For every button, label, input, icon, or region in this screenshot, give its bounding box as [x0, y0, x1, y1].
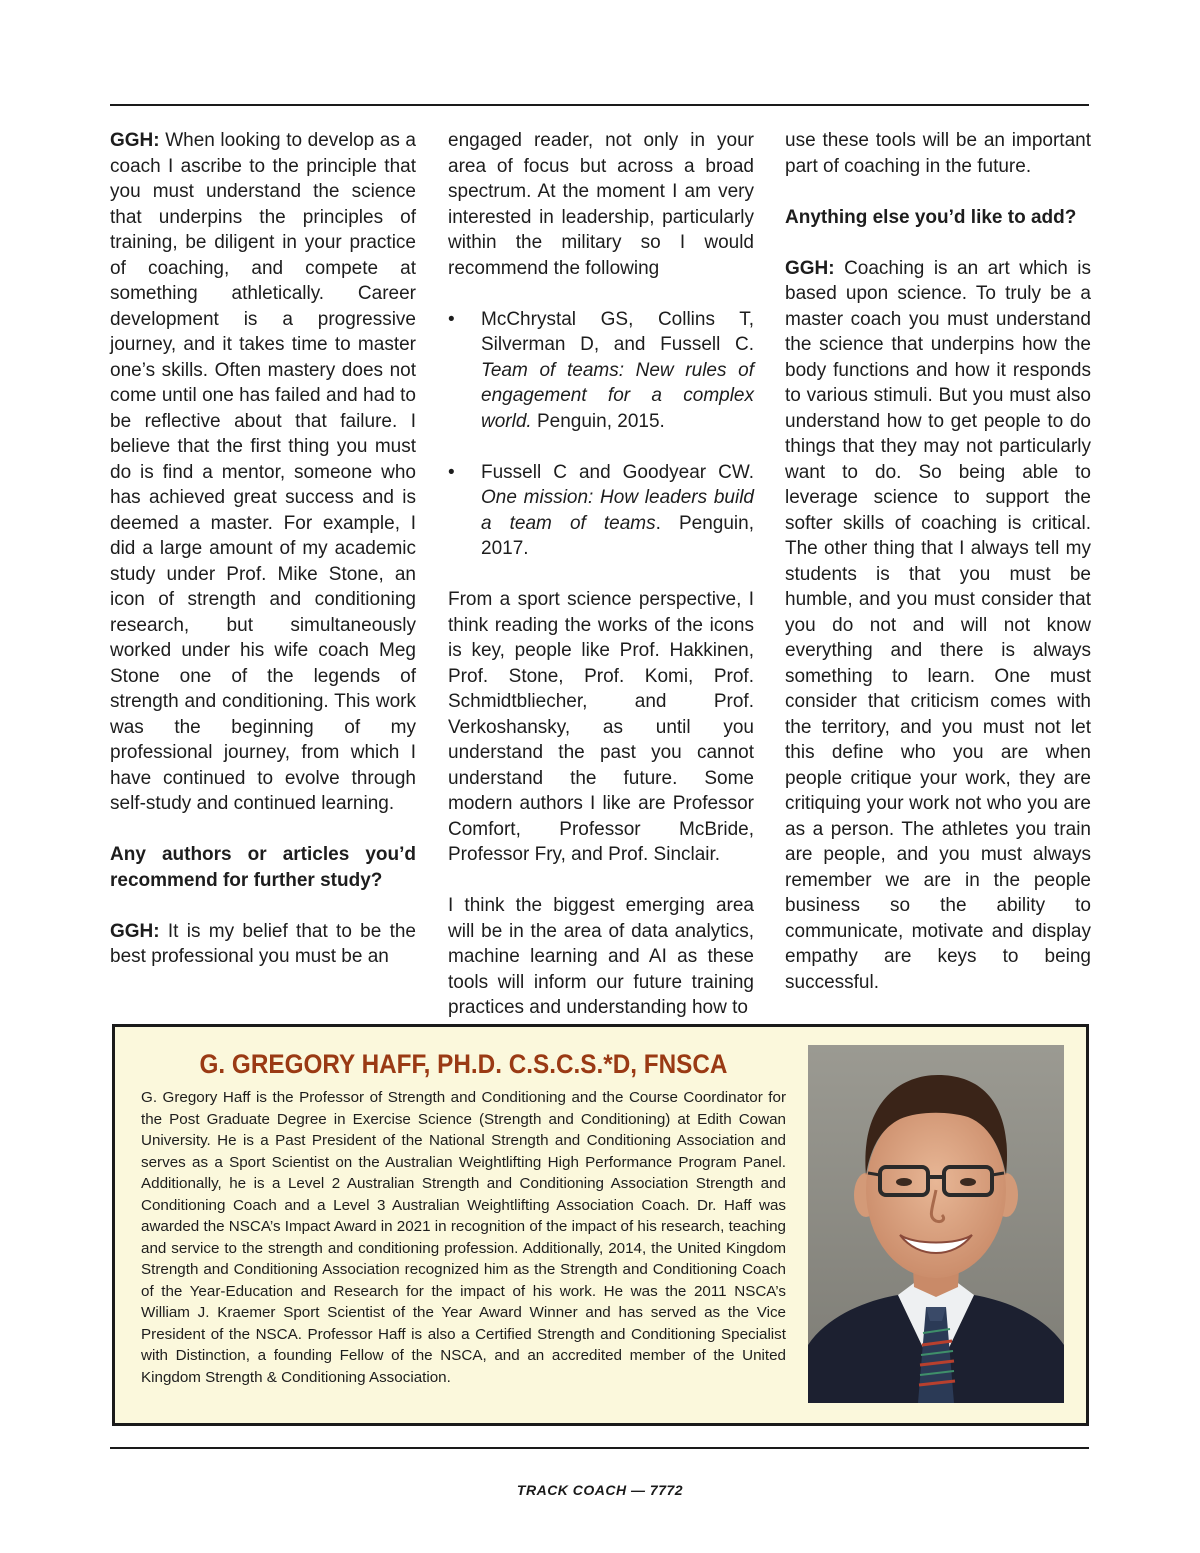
bio-title: G. GREGORY HAFF, PH.D. C.S.C.S.*D, FNSCA: [199, 1049, 728, 1079]
interview-question: Any authors or articles you’d recommend for further study?: [110, 844, 416, 891]
page-footer: TRACK COACH — 7772: [516, 1482, 684, 1498]
answer-paragraph: [785, 256, 1091, 996]
answer-text: It is my belief that to be the best professional you must be an: [110, 920, 416, 967]
answer-paragraph: use these tools will be an important part of coaching in the future.: [785, 130, 1091, 177]
reference-authors: Fussell C and Goodyear CW.: [481, 461, 754, 483]
bullet-icon: •: [448, 461, 455, 483]
speaker-label: GGH:: [110, 130, 160, 151]
bio-text: G. Gregory Haff is the Professor of Strength and Conditioning and the Course Coordinator for the Post Graduate Degree in Exercise Science (Strength and Conditioning) at Edith Cowan University. He is a Past President of the National Strength and Conditioning Association and serves as a Sport Scientist on the Australian Weightlifting High Performance Program Panel. Additionally, he is a Level 2 Australian Strength and Conditioning Association Strength and Conditioning Coach and a Level 3 Australian Weightlifting Association Coach. Dr. Haff was awarded the NSCA’s Impact Award in 2021 in recognition of the impact of his research, teaching and service to the strength and conditioning profession. Additionally, 2014, the United Kingdom Strength and Conditioning Association recognized him as the Strength and Conditioning Coach of the Year-Education and Research for the impact of his work. He was the 2011 NSCA’s William J. Kraemer Sport Scientist of the Year Award Winner and has served as the Vice President of the NSCA. Professor Haff is also a Certified Strength and Conditioning Specialist with Distinction, a founding Fellow of the NSCA, and an accredited member of the United Kingdom Strength & Conditioning Association.: [141, 1089, 786, 1386]
bottom-rule: [110, 1447, 1089, 1449]
article-column-3: [785, 128, 1091, 995]
answer-paragraph: I think the biggest emerging area will be in the area of data analytics, machine learning and AI as these tools will inform our future training practices and understanding how to: [448, 895, 754, 1018]
article-column-1: [110, 128, 416, 970]
speaker-label: GGH:: [110, 920, 160, 942]
answer-paragraph: [110, 919, 416, 970]
speaker-label: GGH:: [785, 257, 835, 279]
reference-item: [448, 307, 754, 435]
answer-paragraph: From a sport science perspective, I think reading the works of the icons is key, people like Prof. Hakkinen, Prof. Stone, Prof. Komi, Prof. Schmidtbliecher, and Prof. Verkoshansky, as until you understand the past you cannot understand the future. Some modern authors I like are Professor Comfort, Professor McBride, Professor Fry, and Prof. Sinclair.: [448, 589, 754, 865]
article-column-2: [448, 128, 754, 1021]
author-bio-box: [112, 1024, 1089, 1426]
interview-question: Anything else you’d like to add?: [785, 206, 1077, 228]
bullet-icon: •: [448, 308, 455, 330]
top-rule: [110, 104, 1089, 106]
answer-paragraph: [110, 128, 416, 817]
answer-paragraph: engaged reader, not only in your area of focus but across a broad spectrum. At the moment I am very interested in leadership, particularly within the military so I would recommend the following: [448, 130, 754, 279]
reference-title: Team of teams: New rules of engagement for a complex world.: [481, 359, 754, 432]
reference-list: [448, 307, 754, 562]
answer-text: When looking to develop as a coach I ascribe to the principle that you must understand the science that underpins the principles of training, be diligent in your practice of coaching, and compete at something athletically. Career development is a progressive journey, and it takes time to master one’s skills. Often mastery does not come until one has failed and had to be reflective about that failure. I believe that the first thing you must do is find a mentor, someone who has achieved great success and is deemed a master. For example, I did a large amount of my academic study under Prof. Mike Stone, an icon of strength and conditioning research, but simultaneously worked under his wife coach Meg Stone one of the legends of strength and conditioning. This work was the beginning of my professional journey, from which I have continued to evolve through self-study and continued learning.: [110, 130, 416, 814]
reference-publisher: Penguin, 2015.: [531, 410, 665, 432]
portrait-illustration: [808, 1045, 1064, 1403]
reference-publisher: . Penguin, 2017.: [481, 512, 754, 559]
author-portrait-photo: [808, 1045, 1064, 1403]
answer-text: Coaching is an art which is based upon science. To truly be a master coach you must understand the science that underpins how the body functions and how it responds to various stimuli. But you must also understand how to get people to do things that they may not particularly want to do. So being able to leverage science to support the softer skills of coaching is critical. The other thing that I always tell my students is that you must be humble, and you must consider that you do not and will not know everything and there is always something to learn. One must consider that criticism comes with the territory, and you must not let this define who you are when people critique your work, they are critiquing your work not who you are as a person. The athletes you train are people, and you must always remember we are in the people business so the ability to communicate, motivate and display empathy are keys to being successful.: [785, 257, 1091, 993]
reference-title: One mission: How leaders build a team of teams: [481, 487, 754, 534]
reference-item: [448, 460, 754, 562]
reference-authors: McChrystal GS, Collins T, Silverman D, and Fussell C.: [481, 308, 754, 355]
